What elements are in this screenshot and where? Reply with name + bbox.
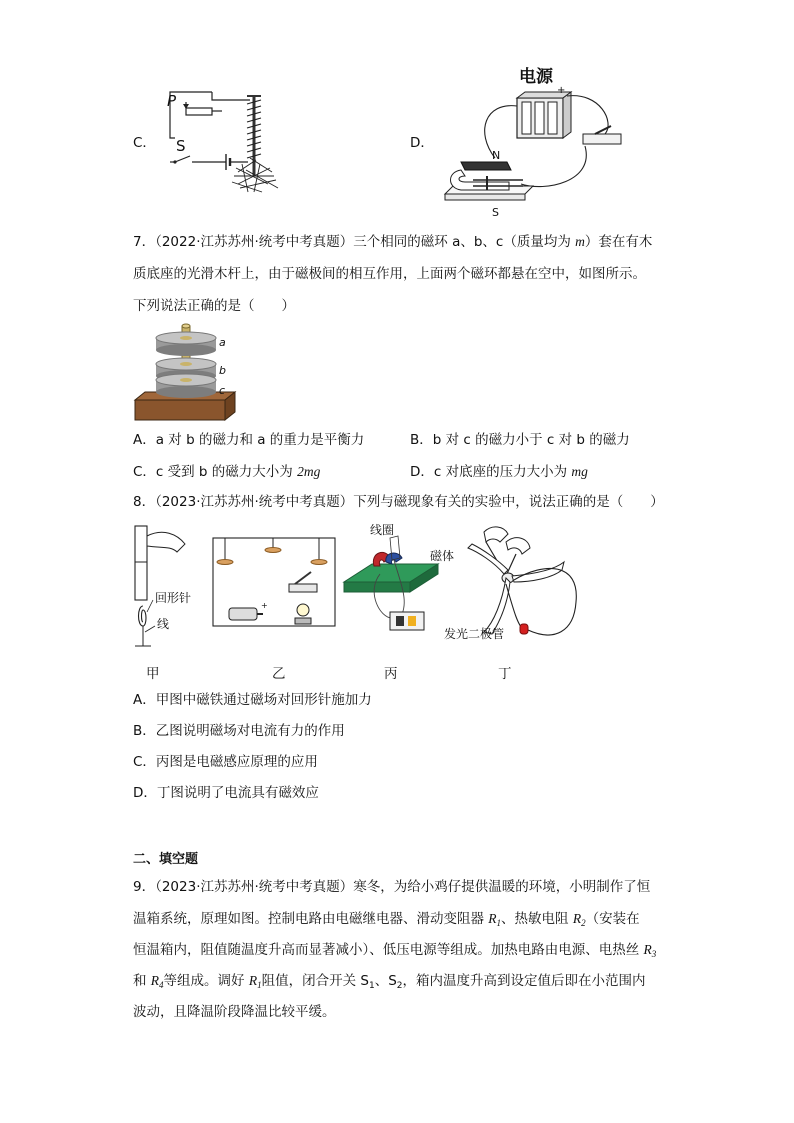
q9-line3 [133, 940, 656, 964]
q9-line2-text-c: （安装在 [585, 911, 640, 927]
q9-r1b-symbol: R [248, 973, 258, 988]
q7-option-c-value: 2mg [297, 464, 321, 479]
q9-line4-text-d: 、S [374, 973, 397, 989]
q8-clip-label: 回形针 [155, 591, 192, 605]
q9-s1-subscript: 1 [368, 981, 375, 991]
q9-r3-subscript: 3 [651, 949, 657, 959]
q7-stem-line3: 下列说法正确的是（ ） [133, 298, 295, 314]
q9-r1-symbol: R [488, 911, 497, 926]
q9-line4-text-c: 阻值，闭合开关 S [261, 973, 369, 989]
q9-line3-text: 恒温箱内，阻值随温度升高而显著减小）、低压电源等组成。加热电路由电源、电热丝 [133, 942, 640, 958]
q9-r3-symbol: R [643, 942, 652, 957]
q7-option-d-text: D．c 对底座的压力大小为 [410, 464, 568, 480]
q7-ring-a-label: a [219, 336, 226, 349]
q8-thread-label: 线 [157, 617, 170, 631]
figc-p-label: P [167, 92, 177, 110]
q7-option-d[interactable] [410, 462, 588, 482]
q7-option-a[interactable]: A．a 对 b 的磁力和 a 的重力是平衡力 [133, 432, 365, 448]
q6-option-c-label: C． [133, 135, 156, 151]
q9-r2-symbol: R [572, 911, 582, 926]
q7-ring-b-label: b [219, 364, 226, 377]
q9-line4 [133, 971, 646, 996]
q7-stem-line1 [133, 232, 652, 252]
q8-led-label: 发光二极管 [444, 627, 505, 641]
q9-line5: 波动，且降温阶段降温比较平缓。 [133, 1004, 336, 1020]
q6-figure-c-electromagnet [150, 88, 290, 198]
q8-fig-label-jia: 甲 [146, 666, 160, 682]
q6-option-d-label: D． [410, 135, 434, 151]
figd-plus-label: + [557, 85, 566, 96]
q8-figure-yi [211, 532, 339, 634]
q7-option-c[interactable] [133, 462, 320, 482]
q9-line4-text-e: ，箱内温度升高到设定值后即在小范围内 [402, 973, 646, 989]
q9-line4-text-a: 和 [133, 973, 147, 989]
q7-stem-line2: 质底座的光滑木杆上，由于磁极间的相互作用，上面两个磁环都悬在空中，如图所示。 [133, 266, 646, 282]
q7-stem-text1: 7．（2022·江苏苏州·统考中考真题）三个相同的磁环 a、b、c（质量均为 [133, 234, 571, 250]
q9-r1-subscript: 1 [496, 918, 502, 928]
q9-r4-subscript: 4 [159, 980, 164, 990]
q8-option-a[interactable]: A．甲图中磁铁通过磁场对回形针施加力 [133, 692, 372, 708]
q6-figure-d-apparatus [425, 62, 640, 222]
q8-option-b[interactable]: B．乙图说明磁场对电流有力的作用 [133, 723, 345, 739]
q7-option-b[interactable]: B．b 对 c 的磁力小于 c 对 b 的磁力 [410, 432, 630, 448]
q8-figure-jia [133, 522, 213, 652]
q8-fig-label-ding: 丁 [498, 666, 512, 682]
svg-text:+: + [261, 601, 268, 610]
q9-line4-text-b: 等组成。调好 [163, 973, 245, 989]
figc-s-label: S [176, 137, 186, 155]
q7-option-d-value: mg [571, 464, 588, 479]
q9-line2 [133, 909, 640, 933]
figd-s-label: S [492, 206, 499, 219]
q9-r2-subscript: 2 [581, 918, 586, 928]
q7-option-c-text: C．c 受到 b 的磁力大小为 [133, 464, 293, 480]
q8-fig-label-bing: 丙 [384, 666, 398, 682]
q7-stem-text1-end: ）套在有木 [584, 234, 653, 250]
q8-figure-ding [444, 522, 584, 658]
q8-magnet-label: 磁体 [430, 549, 455, 563]
q9-s2-subscript: 2 [396, 981, 403, 991]
figd-power-title: 电源 [519, 67, 553, 87]
q9-r4-symbol: R [150, 973, 160, 988]
q8-fig-label-yi: 乙 [272, 666, 286, 682]
q9-line2-text-b: 、热敏电阻 [501, 911, 569, 927]
q8-option-d[interactable]: D．丁图说明了电流具有磁效应 [133, 785, 319, 801]
section-title-fill-in: 二、填空题 [133, 852, 199, 867]
q7-figure-magnet-rings [133, 322, 243, 424]
q7-mass-symbol: m [575, 234, 585, 249]
q9-r1b-subscript: 1 [257, 980, 262, 990]
q8-stem-line1: 8．（2023·江苏苏州·统考中考真题）下列与磁现象有关的实验中，说法正确的是（ ） [133, 494, 664, 510]
q7-ring-c-label: c [219, 384, 226, 397]
figd-n-label: N [492, 149, 501, 162]
q9-line2-text-a: 温箱系统，原理如图。控制电路由电磁继电器、滑动变阻器 [133, 911, 484, 927]
q9-line1: 9．（2023·江苏苏州·统考中考真题）寒冬，为给小鸡仔提供温暖的环境，小明制作了恒 [133, 879, 651, 895]
q8-option-c[interactable]: C．丙图是电磁感应原理的应用 [133, 754, 318, 770]
q8-coil-label: 线圈 [370, 523, 395, 537]
